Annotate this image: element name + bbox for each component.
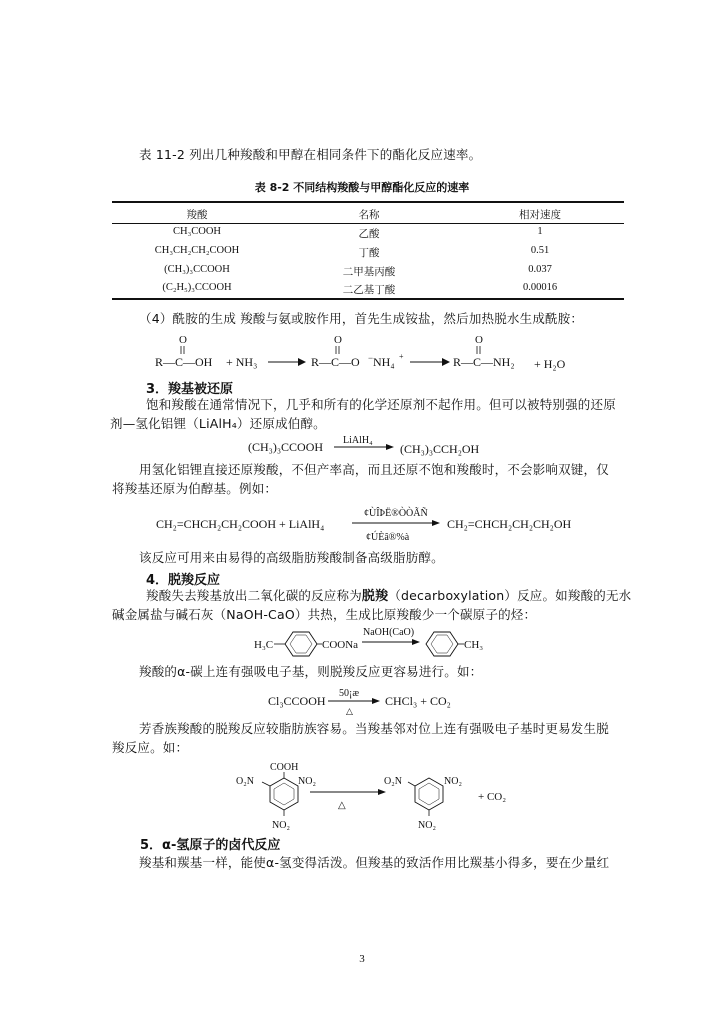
- table-top-rule: [112, 201, 624, 203]
- carboxylate: COONa: [322, 639, 359, 651]
- decarboxylation-equation-3: [0, 758, 724, 832]
- table-cell: 1: [537, 226, 543, 237]
- table-caption: 表 8-2 不同结构羧酸与甲醇酯化反应的速率: [254, 181, 470, 194]
- table-cell: (C₂H₅)₃CCOOH: [162, 282, 232, 293]
- paragraph: 羧反应。如：: [112, 740, 189, 755]
- section-5-title: 5．α-氢原子的卤代反应: [140, 838, 281, 853]
- paragraph: 该反应可用来由易得的高级脂肪羧酸制备高级脂肪醇。: [139, 550, 444, 565]
- paragraph: 羧基和羰基一样，能使α-氢变得活泼。但羧基的致活作用比羰基小得多，要在少量红: [139, 855, 610, 870]
- reactant: Cl₃CCOOH: [268, 694, 326, 708]
- decarboxylation-equation-2: [0, 684, 724, 718]
- nitro-group: NO₂: [272, 820, 290, 831]
- amide-text: （4）酰胺的生成 羧酸与氨或胺作用，首先生成铵盐，然后加热脱水生成酰胺：: [139, 311, 584, 326]
- reactant: (CH₃)₃CCOOH: [248, 440, 324, 454]
- section-3-title: 3．羧基被还原: [146, 382, 234, 397]
- decarboxylation-equation-1: [0, 622, 724, 664]
- methyl: H₃C: [254, 639, 274, 651]
- paragraph: 芳香族羧酸的脱羧反应较脂肪族容易。当羧基邻对位上连有强吸电子基时更易发生脱: [139, 721, 609, 736]
- product: CH₂=CHCH₂CH₂CH₂OH: [447, 517, 572, 531]
- nitro-group: NO₂: [298, 776, 316, 787]
- paragraph: 羧酸的α-碳上连有强吸电子基，则脱羧反应更容易进行。如：: [139, 664, 483, 679]
- paragraph: 饱和羧酸在通常情况下，几乎和所有的化学还原剂不起作用。但可以被特别强的还原: [146, 397, 616, 412]
- reagent-above: ¢ÙÎÞË®ÒÒÃÑ: [364, 508, 428, 519]
- carbonyl-o: O: [179, 334, 187, 346]
- table-bottom-rule: [112, 298, 624, 300]
- ammonia: + NH₃: [226, 355, 258, 369]
- salt-ion: NH₄: [373, 355, 395, 369]
- reagent: LiAlH₄: [343, 435, 373, 446]
- reagent: NaOH(CaO): [363, 627, 415, 638]
- table-cell: 乙酸: [358, 228, 380, 240]
- reagent-below: ¢ÚÈâ®%à: [366, 532, 410, 543]
- heat-symbol: △: [346, 706, 353, 716]
- page-number: 3: [359, 953, 365, 965]
- carbon-dioxide: + CO₂: [478, 791, 507, 803]
- table-cell: 0.037: [528, 264, 552, 275]
- heat-symbol: △: [338, 800, 346, 811]
- reduction-equation-2: [0, 500, 724, 548]
- salt-formula: R—C—O: [311, 355, 360, 369]
- nitro-group: NO₂: [418, 820, 436, 831]
- table-cell: CH₃COOH: [173, 226, 221, 237]
- acid-formula: R—C—OH: [155, 355, 213, 369]
- carboxyl: COOH: [270, 762, 299, 773]
- paragraph: 碱金属盐与碱石灰（NaOH-CaO）共热，生成比原羧酸少一个碳原子的烃：: [112, 607, 537, 622]
- methyl: CH₃: [464, 639, 484, 651]
- term-decarboxylation: 脱羧: [361, 589, 389, 604]
- table-cell: 二甲基丙酸: [342, 266, 396, 278]
- paragraph: 用氢化铝锂直接还原羧酸，不但产率高，而且还原不饱和羧酸时，不会影响双键，仅: [139, 462, 609, 477]
- nitro-group: NO₂: [444, 776, 462, 787]
- temperature: 50¡æ: [339, 688, 359, 699]
- carbonyl-o: O: [334, 334, 342, 346]
- table-mid-rule: [112, 223, 624, 224]
- salt-plus: +: [399, 352, 404, 361]
- paragraph: 羧酸失去羧基放出二氧化碳的反应称为脱羧（decarboxylation）反应。如羧酸的无水: [146, 588, 632, 604]
- product: (CH₃)₃CCH₂OH: [400, 442, 480, 456]
- amide-equation: [0, 330, 724, 374]
- table-cell: 二乙基丁酸: [342, 284, 396, 296]
- table-header-name: 名称: [358, 209, 380, 221]
- intro-text: 表 11-2 列出几种羧酸和甲醇在相同条件下的酯化反应速率。: [139, 147, 482, 162]
- table-header-rate: 相对速度: [519, 209, 561, 221]
- table-cell: CH₃CH₂CH₂COOH: [154, 245, 240, 256]
- section-4-title: 4．脱羧反应: [146, 573, 221, 588]
- nitro-group: O₂N: [236, 776, 254, 787]
- product: CHCl₃ + CO₂: [385, 694, 451, 708]
- paragraph: 将羧基还原为伯醇基。例如：: [112, 481, 278, 496]
- nitro-group: O₂N: [384, 776, 402, 787]
- water: + H₂O: [534, 357, 566, 371]
- reactant: CH₂=CHCH₂CH₂COOH + LiAlH₄: [156, 517, 325, 531]
- salt-minus: −: [368, 353, 374, 363]
- amide-formula: R—C—NH₂: [453, 355, 515, 369]
- table-cell: 0.51: [530, 245, 550, 256]
- table-header-acid: 羧酸: [186, 209, 208, 221]
- paragraph: 剂—氢化铝锂（LiAlH₄）还原成伯醇。: [110, 416, 326, 431]
- table-cell: 0.00016: [522, 282, 558, 293]
- reduction-equation-1: [0, 430, 724, 460]
- table-cell: (CH₃)₃CCOOH: [164, 264, 230, 275]
- carbonyl-o: O: [475, 334, 483, 346]
- table-cell: 丁酸: [358, 247, 380, 259]
